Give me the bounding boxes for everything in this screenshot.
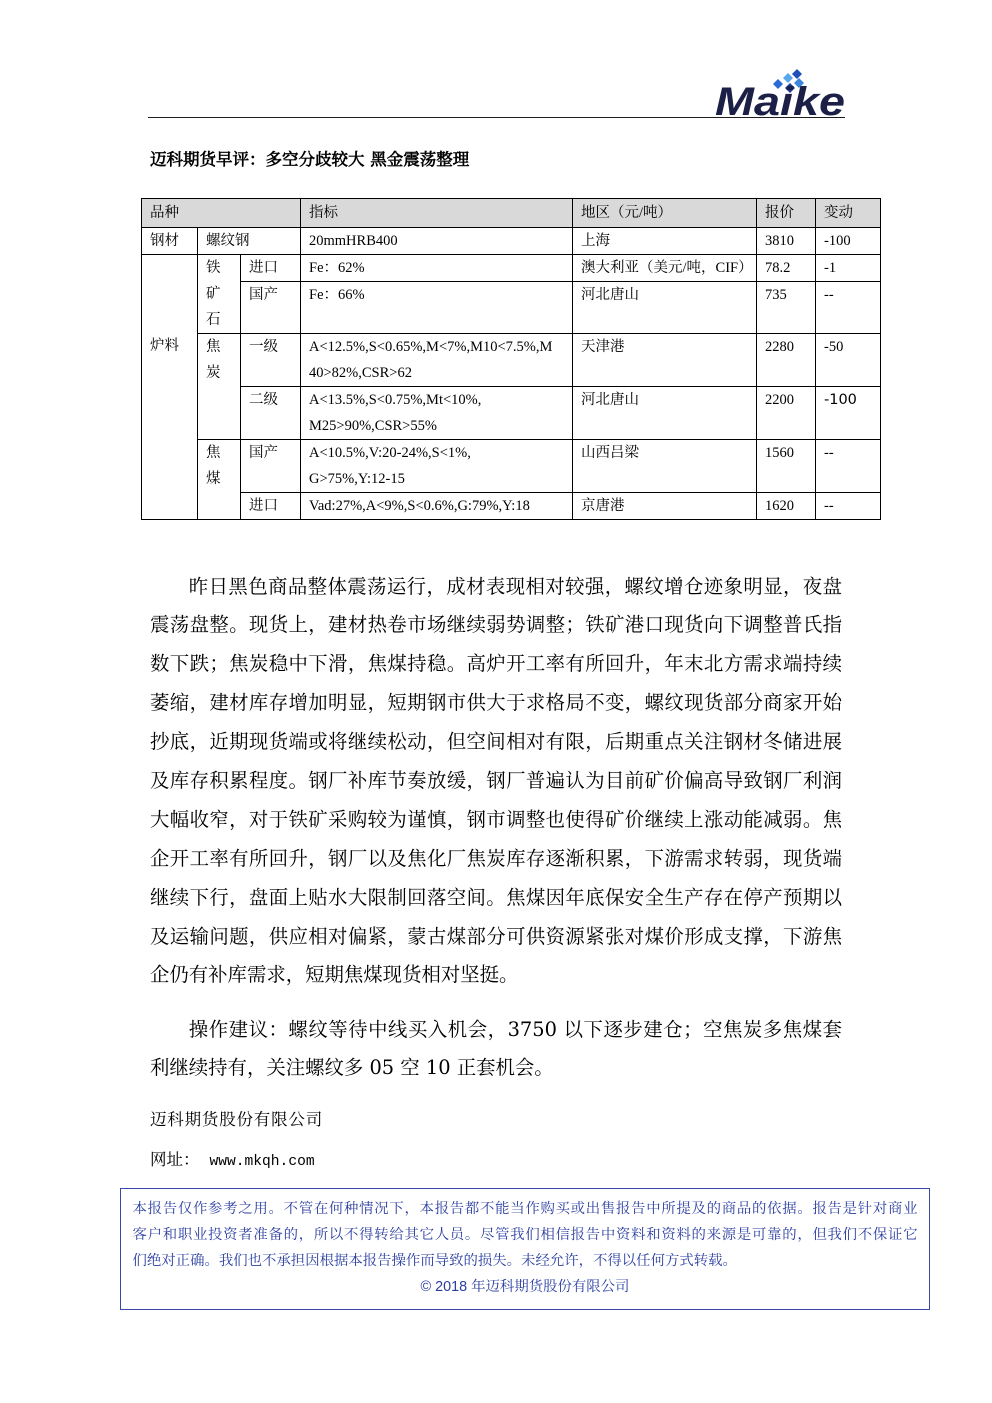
region-cell: 河北唐山 <box>573 282 757 334</box>
indicator-line: A<10.5%,V:20-24%,S<1%, <box>309 445 471 461</box>
price-cell: 2280 <box>757 334 816 387</box>
price-cell: 2200 <box>757 387 816 440</box>
indicator-cell <box>301 387 573 440</box>
maike-logo <box>700 62 850 122</box>
paragraph-line: 昨日黑色商品整体震荡运行，成材表现相对较强，螺纹增仓迹象明显，夜盘 <box>188 574 842 598</box>
header-region: 地区（元/吨） <box>573 199 757 228</box>
header-indicator: 指标 <box>301 199 573 228</box>
grade-cell: 二级 <box>241 387 301 440</box>
report-title: 迈科期货早评：多空分歧较大 黑金震荡整理 <box>150 150 470 169</box>
table-row <box>142 334 881 387</box>
price-cell: 78.2 <box>757 255 816 282</box>
header-variety: 品种 <box>142 199 301 228</box>
indicator-line: G>75%,Y:12-15 <box>309 471 405 487</box>
grade-cell: 国产 <box>241 282 301 334</box>
indicator-cell <box>301 440 573 493</box>
paragraph-line: 操作建议：螺纹等待中线买入机会，3750 以下逐步建仓；空焦炭多焦煤套 <box>188 1017 842 1041</box>
region-cell: 山西吕梁 <box>573 440 757 493</box>
change-cell: -50 <box>816 334 881 387</box>
indicator-line: Fe：62% <box>309 260 365 276</box>
paragraph-line: 继续下行，盘面上贴水大限制回落空间。焦煤因年底保安全生产存在停产预期以 <box>150 885 842 909</box>
change-cell: -- <box>816 282 881 334</box>
change-cell: -- <box>816 440 881 493</box>
price-cell: 735 <box>757 282 816 334</box>
group-name: 铁矿石 <box>206 260 221 328</box>
table-row <box>142 493 881 520</box>
category-cell: 炉料 <box>142 255 198 520</box>
website-link[interactable]: www.mkqh.com <box>209 1154 315 1170</box>
price-cell: 3810 <box>757 228 816 255</box>
table-row <box>142 282 881 334</box>
advice-paragraph <box>150 1011 842 1089</box>
header-divider <box>148 117 845 118</box>
table-row <box>142 440 881 493</box>
region-cell: 澳大利亚（美元/吨，CIF） <box>573 255 757 282</box>
indicator-line: Vad:27%,A<9%,S<0.6%,G:79%,Y:18 <box>309 498 530 514</box>
website-line <box>150 1148 315 1174</box>
change-cell: -- <box>816 493 881 520</box>
company-name: 迈科期货股份有限公司 <box>150 1110 323 1129</box>
group-cell <box>198 255 241 334</box>
paragraph-line: 企仍有补库需求，短期焦煤现货相对坚挺。 <box>150 963 519 987</box>
category-cell: 钢材 <box>142 228 198 255</box>
indicator-cell <box>301 334 573 387</box>
disclaimer-line: 客户和职业投资者准备的，所以不得转给其它人员。尽管我们相信报告中资料和资料的来源是可靠的，但我们不保证它 <box>132 1227 918 1243</box>
paragraph-line: 数下跌；焦炭稳中下滑，焦煤持稳。高炉开工率有所回升，年末北方需求端持续 <box>150 652 842 676</box>
indicator-line: A<12.5%,S<0.65%,M<7%,M10<7.5%,M <box>309 339 553 355</box>
price-cell: 1560 <box>757 440 816 493</box>
disclaimer-box <box>120 1188 930 1310</box>
grade-cell: 进口 <box>241 493 301 520</box>
grade-cell: 一级 <box>241 334 301 387</box>
header-price: 报价 <box>757 199 816 228</box>
paragraph-line: 利继续持有，关注螺纹多 05 空 10 正套机会。 <box>150 1056 554 1080</box>
change-cell: -100 <box>816 228 881 255</box>
indicator-line: M25>90%,CSR>55% <box>309 418 437 434</box>
analysis-paragraph <box>150 568 842 996</box>
region-cell: 上海 <box>573 228 757 255</box>
paragraph-line: 企开工率有所回升，钢厂以及焦化厂焦炭库存逐渐积累，下游需求转弱，现货端 <box>150 846 842 870</box>
paragraph-line: 抄底，近期现货端或将继续松动，但空间相对有限，后期重点关注钢材冬储进展 <box>150 730 842 754</box>
indicator-cell <box>301 255 573 282</box>
paragraph-line: 大幅收窄，对于铁矿采购较为谨慎，钢市调整也使得矿价继续上涨动能减弱。焦 <box>150 807 842 831</box>
table-row <box>142 228 881 255</box>
website-label: 网址： <box>150 1150 200 1169</box>
product-cell: 螺纹钢 <box>198 228 301 255</box>
paragraph-line: 萎缩，建材库存增加明显，短期钢市供大于求格局不变，螺纹现货部分商家开始 <box>150 691 842 715</box>
logo-text: Maike <box>715 80 845 122</box>
group-cell <box>198 440 241 520</box>
copyright-notice: © 2018 年迈科期货股份有限公司 <box>420 1279 630 1295</box>
price-cell: 1620 <box>757 493 816 520</box>
disclaimer-line: 本报告仅作参考之用。不管在何种情况下，本报告都不能当作购买或出售报告中所提及的商品的依据。报告是针对商业 <box>132 1201 918 1217</box>
grade-cell: 进口 <box>241 255 301 282</box>
price-table <box>141 198 881 520</box>
indicator-line: 40>82%,CSR>62 <box>309 365 412 381</box>
paragraph-line: 及运输问题，供应相对偏紧，蒙古煤部分可供资源紧张对煤价形成支撑，下游焦 <box>150 924 842 948</box>
table-header-row <box>142 199 881 228</box>
table-row <box>142 387 881 440</box>
indicator-cell <box>301 493 573 520</box>
paragraph-line: 及库存积累程度。钢厂补库节奏放缓，钢厂普遍认为目前矿价偏高导致钢厂利润 <box>150 768 842 792</box>
disclaimer-line: 们绝对正确。我们也不承担因根据本报告操作而导致的损失。未经允许，不得以任何方式转载。 <box>132 1253 737 1269</box>
header-change: 变动 <box>816 199 881 228</box>
grade-cell: 国产 <box>241 440 301 493</box>
region-cell: 河北唐山 <box>573 387 757 440</box>
indicator-line: A<13.5%,S<0.75%,Mt<10%, <box>309 392 482 408</box>
group-name: 焦炭 <box>206 339 221 381</box>
group-cell <box>198 334 241 440</box>
change-cell: -1 <box>816 255 881 282</box>
region-cell: 天津港 <box>573 334 757 387</box>
indicator-cell: 20mmHRB400 <box>301 228 573 255</box>
group-name: 焦煤 <box>206 445 221 487</box>
indicator-cell <box>301 282 573 334</box>
change-cell: -100 <box>816 387 881 440</box>
table-row <box>142 255 881 282</box>
paragraph-line: 震荡盘整。现货上，建材热卷市场继续弱势调整；铁矿港口现货向下调整普氏指 <box>150 613 842 637</box>
indicator-line: Fe：66% <box>309 287 365 303</box>
region-cell: 京唐港 <box>573 493 757 520</box>
